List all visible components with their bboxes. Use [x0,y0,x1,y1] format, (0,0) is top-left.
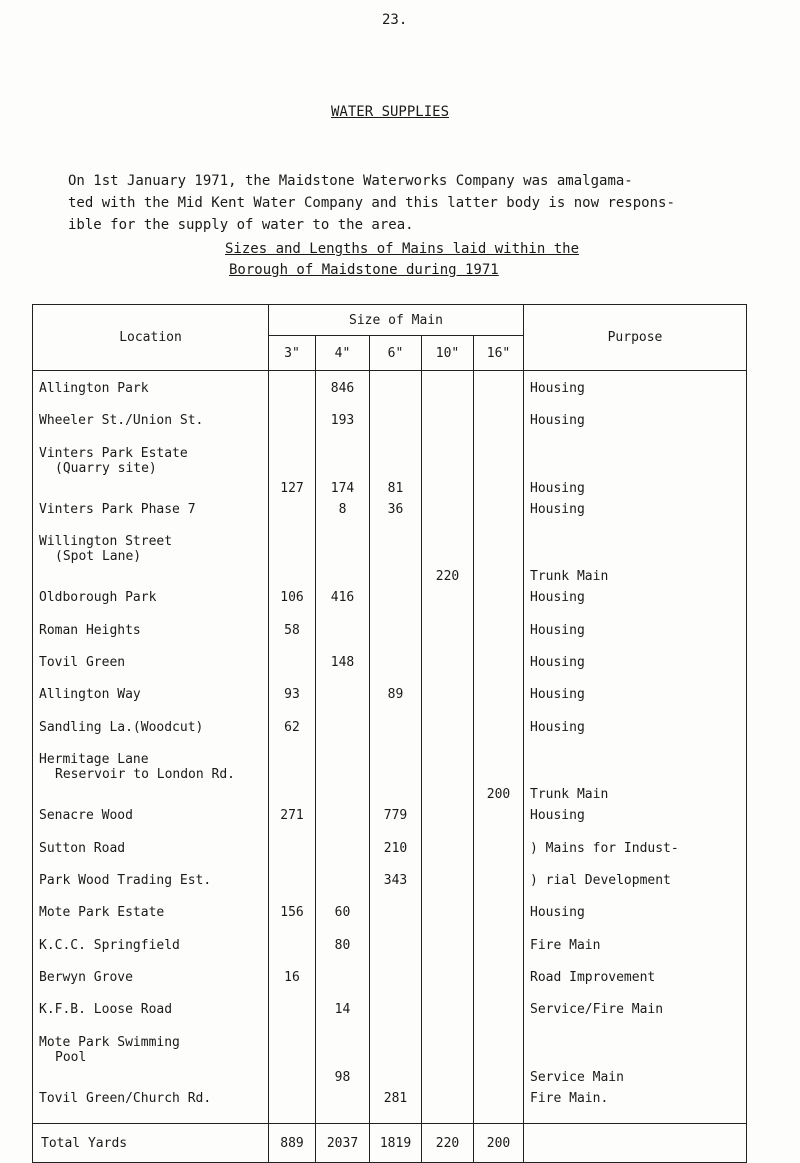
purpose-cell: Housing [524,687,747,719]
header-size-4: 4" [316,336,370,371]
size-10-cell [422,655,474,687]
location-line-1: Sandling La.(Woodcut) [39,719,204,735]
size-4-cell [316,808,370,840]
size-16-cell [474,970,524,1002]
size-10-cell [422,808,474,840]
size-6-cell [370,623,422,655]
size-4-cell [316,873,370,905]
size-4-cell: 148 [316,655,370,687]
location-cell [33,623,269,655]
location-line-1: Tovil Green [39,654,126,670]
location-cell [33,1002,269,1034]
size-16-cell [474,687,524,719]
size-16-cell [474,1035,524,1091]
size-4-cell: 846 [316,371,370,414]
size-6-cell [370,534,422,590]
header-size-3: 3" [269,336,316,371]
table-subheading-line-1: Sizes and Lengths of Mains laid within the [225,241,580,257]
size-3-cell: 127 [269,446,316,502]
size-3-cell [269,841,316,873]
purpose-cell: Trunk Main [524,534,747,590]
size-3-cell [269,873,316,905]
table-row [33,590,747,622]
size-16-cell [474,938,524,970]
size-16-cell [474,1091,524,1124]
purpose-cell: ) rial Development [524,873,747,905]
size-10-cell [422,687,474,719]
size-16-cell [474,841,524,873]
location-cell [33,590,269,622]
purpose-cell: ) Mains for Indust- [524,841,747,873]
size-16-cell [474,655,524,687]
location-cell [33,502,269,534]
size-16-cell [474,371,524,414]
location-line-2: Reservoir to London Rd. [55,767,236,783]
purpose-cell: Housing [524,808,747,840]
size-10-cell [422,446,474,502]
location-cell [33,720,269,752]
purpose-cell: Housing [524,905,747,937]
table-row [33,687,747,719]
purpose-cell: Housing [524,590,747,622]
size-3-cell [269,1091,316,1124]
purpose-cell: Fire Main. [524,1091,747,1124]
size-6-cell [370,655,422,687]
location-line-1: Sutton Road [39,840,126,856]
table-row [33,1035,747,1091]
location-line-1: Vinters Park Estate [39,445,188,461]
purpose-cell: Housing [524,502,747,534]
location-line-1: Willington Street [39,534,173,550]
purpose-cell: Housing [524,371,747,414]
mains-table [32,304,747,1163]
header-size-6: 6" [370,336,422,371]
size-4-cell [316,752,370,808]
location-cell [33,1091,269,1124]
table-row [33,808,747,840]
size-6-cell: 81 [370,446,422,502]
total-row [33,1124,747,1163]
table-row [33,970,747,1002]
location-cell [33,938,269,970]
size-16-cell [474,1002,524,1034]
location-line-1: Roman Heights [39,622,141,638]
size-4-cell: 8 [316,502,370,534]
size-6-cell: 210 [370,841,422,873]
size-3-cell [269,752,316,808]
total-size-3: 889 [269,1124,316,1163]
size-4-cell [316,1091,370,1124]
size-10-cell [422,938,474,970]
intro-paragraph [68,170,740,236]
size-16-cell [474,590,524,622]
size-6-cell [370,905,422,937]
size-4-cell: 193 [316,413,370,445]
location-cell [33,970,269,1002]
header-size-16: 16" [474,336,524,371]
size-16-cell [474,720,524,752]
location-line-1: K.F.B. Loose Road [39,1002,173,1018]
size-3-cell [269,534,316,590]
header-size-of-main: Size of Main [269,305,524,336]
size-6-cell: 343 [370,873,422,905]
size-3-cell: 106 [269,590,316,622]
location-line-1: K.C.C. Springfield [39,937,180,953]
size-4-cell [316,687,370,719]
size-10-cell [422,1002,474,1034]
table-row [33,446,747,502]
size-4-cell [316,534,370,590]
size-16-cell [474,413,524,445]
location-cell [33,371,269,414]
table-row [33,841,747,873]
size-3-cell [269,413,316,445]
location-line-1: Tovil Green/Church Rd. [39,1090,212,1106]
purpose-cell: Trunk Main [524,752,747,808]
size-10-cell [422,905,474,937]
size-3-cell [269,938,316,970]
table-row [33,534,747,590]
header-purpose: Purpose [524,305,747,371]
size-4-cell [316,623,370,655]
size-6-cell: 36 [370,502,422,534]
size-3-cell: 93 [269,687,316,719]
size-6-cell: 779 [370,808,422,840]
size-3-cell: 271 [269,808,316,840]
purpose-cell: Service/Fire Main [524,1002,747,1034]
size-10-cell [422,970,474,1002]
size-6-cell [370,938,422,970]
table-row [33,873,747,905]
total-size-10: 220 [422,1124,474,1163]
size-6-cell [370,720,422,752]
page-title: WATER SUPPLIES [331,104,450,120]
location-cell [33,873,269,905]
location-line-1: Mote Park Estate [39,905,165,921]
size-16-cell [474,534,524,590]
size-3-cell [269,502,316,534]
size-6-cell: 281 [370,1091,422,1124]
size-3-cell [269,655,316,687]
location-cell [33,687,269,719]
size-3-cell [269,1035,316,1091]
size-10-cell [422,502,474,534]
purpose-cell: Service Main [524,1035,747,1091]
size-6-cell [370,752,422,808]
location-cell [33,841,269,873]
purpose-cell: Fire Main [524,938,747,970]
size-3-cell [269,1002,316,1034]
table-row [33,905,747,937]
table-row [33,1091,747,1124]
intro-line-2: ted with the Mid Kent Water Company and this latter body is now respons- [68,195,675,211]
size-4-cell [316,841,370,873]
intro-line-3: ible for the supply of water to the area. [68,217,414,233]
size-4-cell: 98 [316,1035,370,1091]
header-location: Location [33,305,269,371]
size-16-cell [474,873,524,905]
total-label: Total Yards [33,1124,269,1163]
location-cell [33,655,269,687]
header-size-10: 10" [422,336,474,371]
location-cell [33,413,269,445]
size-3-cell [269,371,316,414]
purpose-cell: Housing [524,655,747,687]
size-16-cell [474,446,524,502]
size-3-cell: 156 [269,905,316,937]
table-row [33,938,747,970]
location-line-1: Allington Park [39,381,149,396]
total-size-4: 2037 [316,1124,370,1163]
location-line-2: (Spot Lane) [55,549,142,565]
location-line-1: Vinters Park Phase 7 [39,501,196,517]
size-10-cell [422,873,474,905]
table-row [33,1002,747,1034]
size-10-cell [422,720,474,752]
purpose-cell: Housing [524,446,747,502]
size-10-cell: 220 [422,534,474,590]
size-10-cell [422,590,474,622]
size-16-cell [474,623,524,655]
size-3-cell: 58 [269,623,316,655]
size-10-cell [422,1091,474,1124]
total-purpose-empty [524,1124,747,1163]
table-subheading-line-2: Borough of Maidstone during 1971 [229,262,499,278]
table-body [33,371,747,1124]
size-6-cell [370,371,422,414]
table-row [33,720,747,752]
purpose-cell: Road Improvement [524,970,747,1002]
purpose-cell: Housing [524,720,747,752]
purpose-cell: Housing [524,413,747,445]
size-16-cell: 200 [474,752,524,808]
size-6-cell [370,590,422,622]
size-3-cell: 62 [269,720,316,752]
size-6-cell [370,1035,422,1091]
size-6-cell [370,970,422,1002]
location-line-2: (Quarry site) [55,460,157,476]
location-line-1: Wheeler St./Union St. [39,413,204,429]
location-line-1: Hermitage Lane [39,752,149,768]
table-row [33,371,747,414]
purpose-cell: Housing [524,623,747,655]
table-row [33,655,747,687]
table-row [33,502,747,534]
location-cell [33,534,269,590]
page-number: 23. [382,12,408,28]
size-4-cell: 80 [316,938,370,970]
table-row [33,413,747,445]
size-4-cell: 14 [316,1002,370,1034]
size-4-cell: 174 [316,446,370,502]
location-line-1: Berwyn Grove [39,970,133,986]
location-cell [33,752,269,808]
location-line-2: Pool [55,1049,87,1065]
intro-line-1: On 1st January 1971, the Maidstone Waterworks Company was amalgama- [68,173,633,189]
size-6-cell: 89 [370,687,422,719]
size-10-cell [422,1035,474,1091]
table-row [33,623,747,655]
size-10-cell [422,841,474,873]
location-line-1: Mote Park Swimming [39,1034,180,1050]
size-10-cell [422,623,474,655]
size-10-cell [422,371,474,414]
location-line-1: Senacre Wood [39,808,133,824]
total-size-6: 1819 [370,1124,422,1163]
location-cell [33,808,269,840]
size-6-cell [370,1002,422,1034]
size-4-cell: 60 [316,905,370,937]
size-10-cell [422,413,474,445]
size-3-cell: 16 [269,970,316,1002]
location-line-1: Park Wood Trading Est. [39,872,212,888]
size-4-cell: 416 [316,590,370,622]
location-line-1: Oldborough Park [39,590,157,606]
table-row [33,752,747,808]
size-16-cell [474,905,524,937]
total-size-16: 200 [474,1124,524,1163]
location-cell [33,905,269,937]
location-cell [33,1035,269,1091]
size-4-cell [316,970,370,1002]
size-10-cell [422,752,474,808]
size-4-cell [316,720,370,752]
size-6-cell [370,413,422,445]
location-line-1: Allington Way [39,687,141,703]
size-16-cell [474,808,524,840]
location-cell [33,446,269,502]
size-16-cell [474,502,524,534]
